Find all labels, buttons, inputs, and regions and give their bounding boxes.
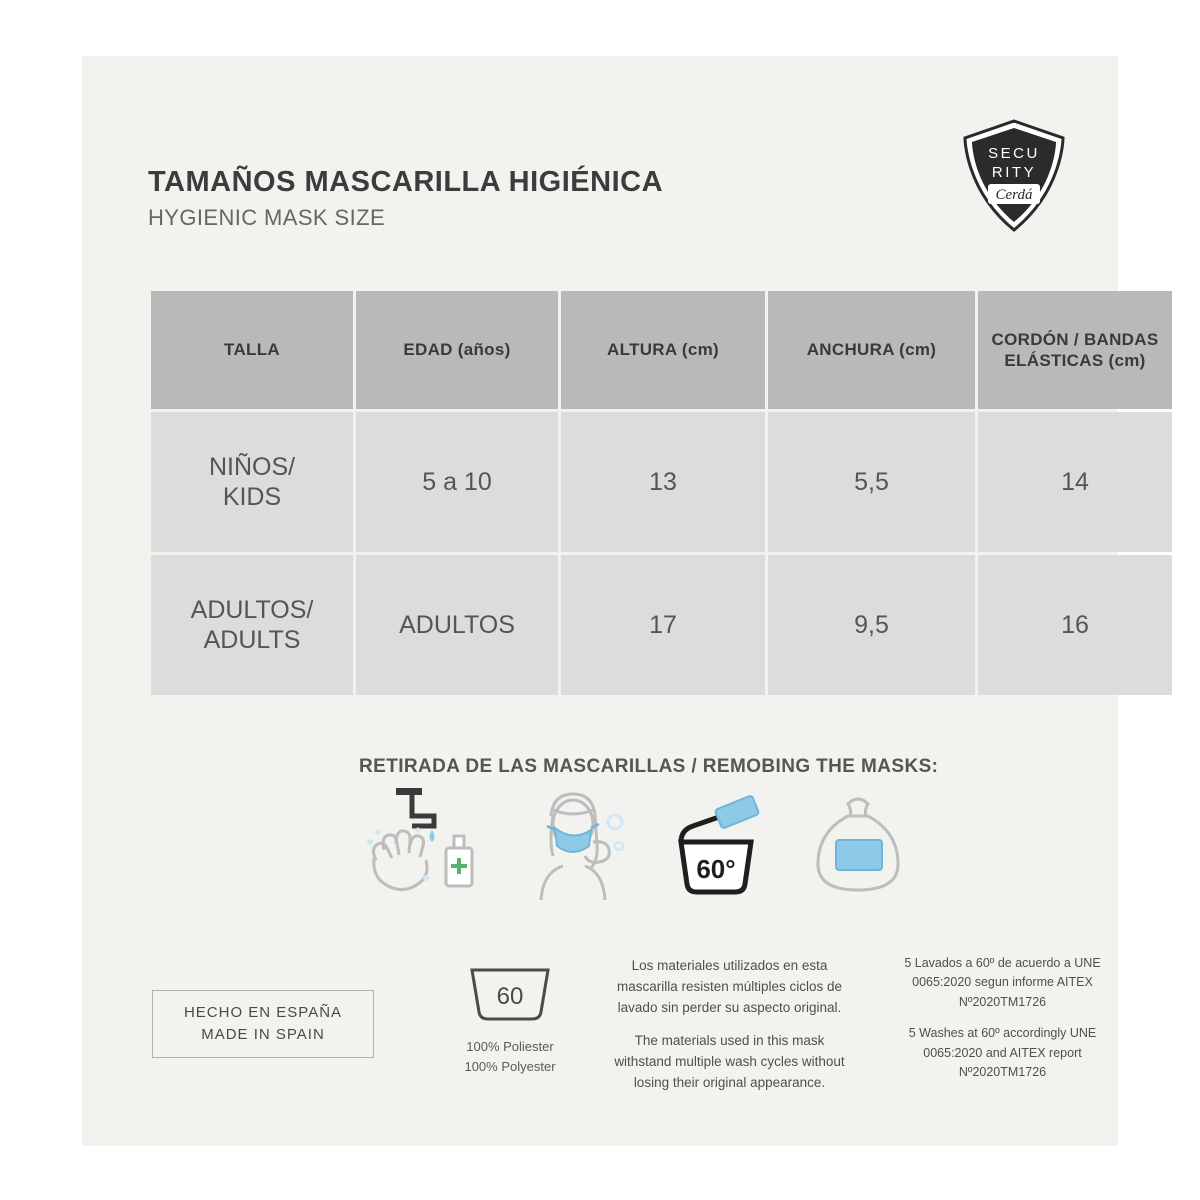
title-english: HYGIENIC MASK SIZE — [148, 205, 386, 230]
made-in-spanish: HECHO EN ESPAÑA — [183, 1003, 343, 1021]
shield-icon — [960, 118, 1068, 234]
made-in-spain-badge — [152, 990, 374, 1058]
security-cerda-logo — [960, 118, 1068, 234]
certification-note — [900, 954, 1105, 1082]
header-cordon-line2: ELÁSTICAS (cm) — [1004, 351, 1146, 370]
infographic-page — [82, 56, 1159, 1146]
durability-spanish: Los materiales utilizados en esta mascarilla resisten múltiples ciclos de lavado sin perder su aspecto original. — [616, 958, 843, 1015]
header-anchura: ANCHURA (cm) — [768, 291, 975, 409]
cell-cordon-kids: 14 — [978, 412, 1172, 552]
wash-material-block — [430, 954, 590, 1076]
cell-edad-adults: ADULTOS — [356, 555, 558, 695]
certification-english: 5 Washes at 60º accordingly UNE 0065:2020 and AITEX report Nº2020TM1726 — [908, 1026, 1097, 1079]
material-english: 100% Polyester — [464, 1058, 556, 1074]
cell-edad-kids: 5 a 10 — [356, 412, 558, 552]
header-cordon-line1: CORDÓN / BANDAS — [991, 329, 1159, 349]
table-header-row — [151, 291, 1172, 409]
durability-description — [612, 956, 847, 1094]
cell-size-adults-line2: ADULTS — [203, 626, 301, 654]
cell-size-adults — [151, 555, 353, 695]
title-spanish: TAMAÑOS MASCARILLA HIGIÉNICA — [148, 166, 664, 198]
certification-spanish: 5 Lavados a 60º de acuerdo a UNE 0065:2020 segun informe AITEX Nº2020TM1726 — [904, 956, 1101, 1009]
size-table — [148, 288, 1175, 698]
cell-altura-kids: 13 — [561, 412, 765, 552]
table-body — [151, 412, 1172, 695]
durability-english: The materials used in this mask withstand multiple wash cycles without losing their original appearance. — [614, 1032, 845, 1090]
header-cordon — [978, 291, 1172, 409]
header-edad: EDAD (años) — [356, 291, 558, 409]
material-caption — [430, 1037, 590, 1076]
removal-icon-row — [354, 786, 914, 906]
cell-size-kids-line1: NIÑOS/ — [208, 453, 296, 481]
cell-size-kids-line2: KIDS — [222, 483, 282, 511]
remove-mask-person-icon — [515, 786, 630, 909]
svg-text:SECU: SECU — [988, 145, 1040, 162]
wash-tub-icon — [462, 954, 558, 1024]
svg-text:RITY: RITY — [991, 164, 1037, 181]
wash-60-degrees-icon — [661, 786, 773, 909]
made-in-english: MADE IN SPAIN — [201, 1026, 325, 1043]
cell-altura-adults: 17 — [561, 555, 765, 695]
cell-size-adults-line1: ADULTOS/ — [190, 596, 314, 624]
hand-wash-icon — [354, 786, 484, 909]
header-altura: ALTURA (cm) — [561, 291, 765, 409]
cell-anchura-kids: 5,5 — [768, 412, 975, 552]
table-row — [151, 555, 1172, 695]
page-title — [148, 166, 663, 231]
table-row — [151, 412, 1172, 552]
wash-tub-temp-label: 60° — [696, 854, 736, 884]
material-spanish: 100% Poliester — [466, 1039, 554, 1054]
cell-size-kids — [151, 412, 353, 552]
wash-temp-label: 60 — [496, 983, 524, 1010]
header-talla: TALLA — [151, 291, 353, 409]
cell-anchura-adults: 9,5 — [768, 555, 975, 695]
table-header — [151, 291, 1172, 409]
laundry-bag-icon — [804, 786, 914, 909]
svg-text:Cerdá: Cerdá — [995, 187, 1033, 203]
cell-cordon-adults: 16 — [978, 555, 1172, 695]
removal-instructions-title: RETIRADA DE LAS MASCARILLAS / REMOBING THE MASKS: — [359, 756, 939, 777]
